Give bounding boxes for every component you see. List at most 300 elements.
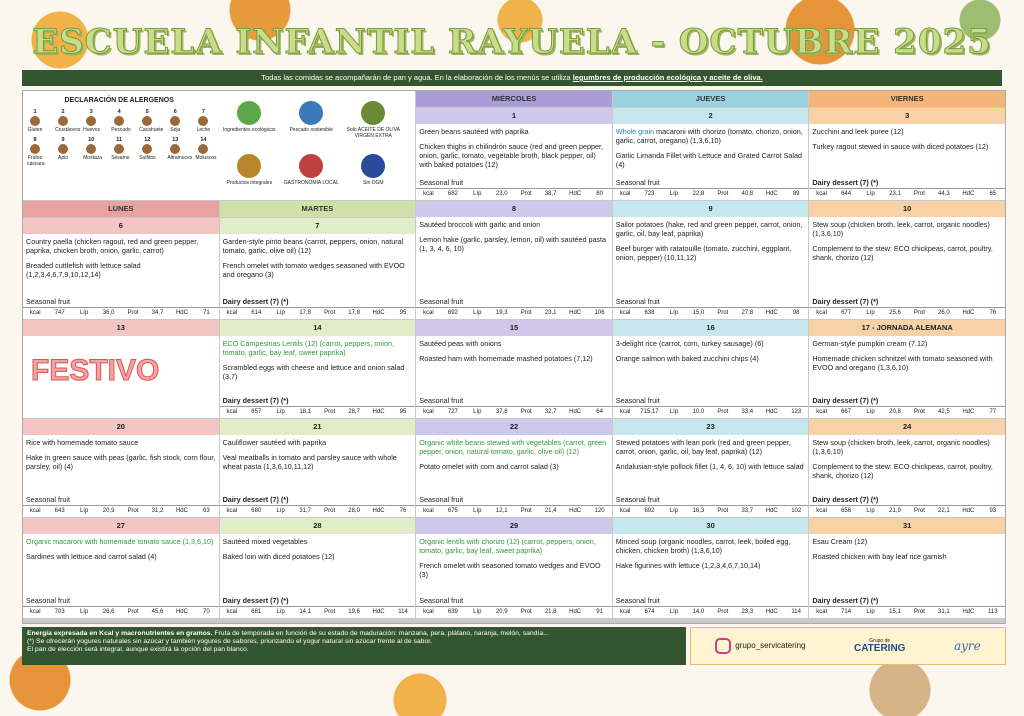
nutrition-value: 98 xyxy=(792,310,800,316)
catering-logo-text: CATERING xyxy=(853,642,906,654)
quality-logo xyxy=(220,101,278,150)
nutrition-label: kcal xyxy=(423,508,434,514)
nutrition-value: 120 xyxy=(594,508,605,514)
nutrition-row xyxy=(416,188,612,200)
nutrition-value: 692 xyxy=(447,310,458,316)
day-menu xyxy=(613,217,809,262)
nutrition-label: Líp xyxy=(473,508,482,514)
nutrition-label: Prot xyxy=(127,310,139,316)
dish-first: Stewed potatoes with lean pork (red and green pepper, carrot, onion, garlic, oil, bay leaf, paprika) (12) xyxy=(615,438,791,456)
nutrition-value: 23,0 xyxy=(495,191,508,197)
nutrition-value: 17,8 xyxy=(348,310,360,316)
nutrition-label: HdC xyxy=(569,508,582,514)
allergen-label: Sésamo xyxy=(111,154,130,161)
nutrition-row xyxy=(416,406,612,418)
allergen-icon xyxy=(170,116,180,126)
nutrition-label: HdC xyxy=(962,609,975,615)
allergen-icon xyxy=(114,116,124,126)
nutrition-label: HdC xyxy=(765,310,778,316)
seasonal-fruit: Seasonal fruit xyxy=(419,396,464,405)
dish-first: Sautéed mixed vegetables xyxy=(222,537,308,546)
nutrition-value: 20,9 xyxy=(102,508,115,514)
nutrition-value: 91 xyxy=(596,609,603,615)
nutrition-label: HdC xyxy=(765,409,778,415)
nutrition-label: HdC xyxy=(175,310,188,316)
nutrition-label: kcal xyxy=(816,609,827,615)
day-cell-27 xyxy=(23,518,219,618)
nutrition-label: HdC xyxy=(765,191,778,197)
badge-icon xyxy=(237,154,261,178)
dish-first: Stew soup (chicken broth, leek, carrot, organic noodles) (1,3,6,10) xyxy=(812,438,990,456)
dish-second: Chicken thighs in chilindrón sauce (red and green pepper, onion, garlic, tomato, vegetable broth, black pepper, oil) with baked potatoes (12) xyxy=(419,142,603,169)
allergen-icon xyxy=(30,116,40,126)
allergen-label: Sulfitos xyxy=(139,154,156,161)
seasonal-fruit: Seasonal fruit xyxy=(615,297,660,306)
brand-bar xyxy=(690,627,1006,665)
dish-second: Potato omelet with corn and carrot salad (3) xyxy=(419,462,559,471)
allergen-number: 7 xyxy=(201,108,205,115)
nutrition-label: kcal xyxy=(816,508,827,514)
allergen-icon xyxy=(114,144,124,154)
quality-logo xyxy=(220,154,278,196)
nutrition-label: Líp xyxy=(473,310,482,316)
day-cell-23 xyxy=(613,419,809,517)
nutrition-value: 16,3 xyxy=(692,508,705,514)
seasonal-fruit: Seasonal fruit xyxy=(615,178,660,187)
nutrition-value: 22,8 xyxy=(692,191,705,197)
day-number: 23 xyxy=(613,419,809,435)
nutrition-value: 95 xyxy=(399,409,407,415)
nutrition-value: 682 xyxy=(447,191,458,197)
allergen-number: 6 xyxy=(173,108,177,115)
nutrition-row xyxy=(613,406,809,418)
dish-second: Complement to the stew: ECO chickpeas, carrot, poultry, shank, chorizo (12) xyxy=(812,462,993,480)
badge-icon xyxy=(361,101,385,125)
dairy-dessert: Dairy dessert (7) (*) xyxy=(222,297,289,306)
nutrition-row xyxy=(220,505,416,517)
nutrition-value: 614 xyxy=(251,310,262,316)
instagram-icon xyxy=(715,638,731,654)
nutrition-label: Líp xyxy=(669,310,679,316)
day-number: 9 xyxy=(613,201,809,217)
allergen-label: Soja xyxy=(170,126,181,133)
nutrition-value: 23,1 xyxy=(889,191,901,197)
nutrition-row xyxy=(809,606,1005,618)
day-menu xyxy=(416,336,612,363)
allergen-label: Mostaza xyxy=(83,154,103,161)
nutrition-value: 22,1 xyxy=(938,508,950,514)
nutrition-label: Prot xyxy=(913,310,925,316)
nutrition-value: 33,4 xyxy=(741,409,754,415)
nutrition-label: Prot xyxy=(913,609,925,615)
quality-logo xyxy=(344,101,402,150)
allergen-number: 10 xyxy=(88,136,95,143)
nutrition-label: Líp xyxy=(866,609,875,615)
nutrition-value: 71 xyxy=(203,310,210,316)
nutrition-value: 26,0 xyxy=(938,310,950,316)
day-number: 15 xyxy=(416,320,612,336)
seasonal-fruit: Seasonal fruit xyxy=(26,596,70,605)
nutrition-label: HdC xyxy=(372,609,385,615)
nutrition-value: 21,8 xyxy=(544,609,557,615)
nutrition-value: 10,0 xyxy=(692,409,705,415)
allergen-item xyxy=(55,108,81,133)
nutrition-value: 677 xyxy=(841,310,852,316)
allergen-label: Leche xyxy=(196,126,211,133)
allergen-item xyxy=(83,109,99,133)
day-number: 30 xyxy=(613,518,809,534)
dish-first-organic: Organic lentils with chorizo (12) (carrot, peppers, onion, tomato, garlic, bay leaf, sweet paprika) xyxy=(419,537,596,555)
nutrition-label: Prot xyxy=(520,409,532,415)
day-menu xyxy=(613,336,809,363)
dish-first: Rice with homemade tomato sauce xyxy=(26,438,139,447)
nutrition-label: Líp xyxy=(669,609,679,615)
nutrition-row xyxy=(613,505,809,517)
day-menu xyxy=(23,234,219,279)
allergen-label: Frutos cáscara xyxy=(27,154,45,167)
header-friday: VIERNES xyxy=(809,91,1005,107)
holiday-label: FESTIVO xyxy=(31,354,160,387)
nutrition-label: Prot xyxy=(520,310,532,316)
quality-logo-label: Productos integrales xyxy=(226,179,273,186)
dish-second: Hake figurines with lettuce (1,2,3,4,6,7,10,14) xyxy=(615,561,761,570)
nutrition-label: Líp xyxy=(79,310,89,316)
dish-first: Country paella (chicken ragout, red and green pepper, paprika, chicken broth, onion, garlic, carrot) xyxy=(26,237,199,255)
day-number: 8 xyxy=(416,201,612,217)
nutrition-label: kcal xyxy=(29,508,41,514)
day-number: 10 xyxy=(809,201,1005,217)
nutrition-label: kcal xyxy=(619,409,631,415)
dish-second: Orange salmon with baked zucchini chips (4) xyxy=(615,354,759,363)
quality-logo xyxy=(282,101,340,150)
day-cell-13 xyxy=(23,320,219,418)
seasonal-fruit: Seasonal fruit xyxy=(419,596,464,605)
nutrition-value: 23,1 xyxy=(544,310,557,316)
allergen-item xyxy=(139,137,155,167)
info-banner xyxy=(22,70,1002,86)
nutrition-value: 64 xyxy=(596,409,603,415)
allergen-label: Crustáceos xyxy=(55,126,81,133)
nutrition-value: 667 xyxy=(841,409,852,415)
allergen-icon xyxy=(170,144,180,154)
nutrition-value: 14,1 xyxy=(299,609,312,615)
allergen-number: 12 xyxy=(144,136,151,143)
nutrition-label: Líp xyxy=(669,508,679,514)
nutrition-row xyxy=(416,505,612,517)
nutrition-value: 45,6 xyxy=(151,609,164,615)
nutrition-row xyxy=(809,505,1005,517)
nutrition-label: Prot xyxy=(324,508,336,514)
day-number: 31 xyxy=(809,518,1005,534)
nutrition-row xyxy=(809,307,1005,319)
nutrition-value: 63 xyxy=(203,508,210,514)
day-menu xyxy=(23,435,219,471)
nutrition-value: 33,7 xyxy=(741,508,754,514)
nutrition-value: 675 xyxy=(447,508,458,514)
nutrition-value: 114 xyxy=(398,609,408,615)
day-menu xyxy=(613,534,809,570)
nutrition-value: 714 xyxy=(841,609,852,615)
seasonal-fruit: Seasonal fruit xyxy=(615,495,660,504)
nutrition-label: Prot xyxy=(520,609,532,615)
nutrition-value: 15,0 xyxy=(692,310,705,316)
dish-first: Sautéed broccoli with garlic and onion xyxy=(419,220,541,229)
day-menu xyxy=(809,336,1005,372)
nutrition-label: Prot xyxy=(717,609,729,615)
day-number: 13 xyxy=(23,320,219,336)
allergen-number: 8 xyxy=(33,136,37,143)
day-menu xyxy=(416,217,612,253)
nutrition-value: 680 xyxy=(251,508,262,514)
day-number: 7 xyxy=(220,218,416,234)
nutrition-value: 77 xyxy=(989,409,997,415)
nutrition-value: 32,7 xyxy=(544,409,557,415)
nutrition-value: 21,4 xyxy=(544,508,557,514)
dish-second: Lemon hake (garlic, parsley, lemon, oil) with sautéed pasta (1, 3, 4, 6, 10) xyxy=(419,235,607,253)
quality-logo xyxy=(344,154,402,196)
nutrition-label: Prot xyxy=(913,409,925,415)
nutrition-value: 747 xyxy=(54,310,65,316)
allergen-item xyxy=(139,108,164,133)
dish-second: Sardines with lettuce and carrot salad (4) xyxy=(26,552,157,561)
day-cell-10 xyxy=(809,201,1005,319)
nutrition-label: Líp xyxy=(276,310,285,316)
catering-logo xyxy=(854,639,905,654)
day-cell-2 xyxy=(613,108,809,200)
nutrition-value: 727 xyxy=(447,409,458,415)
dairy-dessert: Dairy dessert (7) (*) xyxy=(222,596,289,605)
allergen-number: 13 xyxy=(172,136,179,143)
nutrition-row xyxy=(613,188,809,200)
day-menu xyxy=(416,124,612,169)
allergen-label: Apio xyxy=(58,154,69,161)
day-menu xyxy=(416,435,612,471)
allergen-item xyxy=(55,137,71,167)
nutrition-value: 93 xyxy=(989,508,997,514)
header-wednesday: MIÉRCOLES xyxy=(416,91,612,107)
allergen-item xyxy=(27,109,43,133)
nutrition-label: Líp xyxy=(276,409,285,415)
allergen-item xyxy=(111,108,131,133)
day-number: 3 xyxy=(809,108,1005,124)
nutrition-value: 692 xyxy=(644,508,655,514)
day-number: 17 - JORNADA ALEMANA xyxy=(809,320,1005,336)
footer-notes xyxy=(22,627,686,665)
day-menu xyxy=(613,124,809,169)
nutrition-row xyxy=(220,406,416,418)
nutrition-label: kcal xyxy=(423,191,434,197)
dairy-dessert: Dairy dessert (7) (*) xyxy=(812,297,879,306)
nutrition-value: 25,6 xyxy=(889,310,901,316)
catering-logo-top: Grupo de xyxy=(869,637,891,644)
allergen-item xyxy=(195,109,211,133)
nutrition-row xyxy=(23,505,219,517)
nutrition-value: 703 xyxy=(54,609,65,615)
badge-icon xyxy=(361,154,385,178)
nutrition-label: HdC xyxy=(569,409,582,415)
nutrition-row xyxy=(809,406,1005,418)
allergen-icon xyxy=(86,144,96,154)
nutrition-label: Líp xyxy=(79,609,89,615)
day-cell-3 xyxy=(809,108,1005,200)
nutrition-value: 20,9 xyxy=(495,609,508,615)
nutrition-value: 20,8 xyxy=(889,409,901,415)
nutrition-label: Prot xyxy=(717,310,729,316)
day-cell-20 xyxy=(23,419,219,517)
day-cell-30 xyxy=(613,518,809,618)
nutrition-row xyxy=(220,307,416,319)
dairy-dessert: Dairy dessert (7) (*) xyxy=(812,178,879,187)
nutrition-label: Prot xyxy=(913,508,925,514)
nutrition-label: Líp xyxy=(866,508,875,514)
dish-second: Garlic Limanda Fillet with Lettuce and Grated Carrot Salad (4) xyxy=(615,151,802,169)
day-menu xyxy=(23,534,219,561)
allergen-item xyxy=(167,136,193,167)
nutrition-label: HdC xyxy=(765,508,778,514)
nutrition-label: Líp xyxy=(866,191,875,197)
nutrition-value: 23,3 xyxy=(741,609,754,615)
nutrition-value: 38,7 xyxy=(544,191,557,197)
dairy-dessert: Dairy dessert (7) (*) xyxy=(812,396,879,405)
dish-second: Baked loin with diced potatoes (12) xyxy=(222,552,335,561)
nutrition-value: 40,8 xyxy=(741,191,754,197)
day-number: 21 xyxy=(220,419,416,435)
quality-logo xyxy=(282,154,340,196)
day-number: 20 xyxy=(23,419,219,435)
nutrition-value: 34,7 xyxy=(151,310,164,316)
day-cell-21 xyxy=(220,419,416,517)
nutrition-label: HdC xyxy=(372,310,385,316)
day-menu xyxy=(220,234,416,279)
day-number: 22 xyxy=(416,419,612,435)
nutrition-label: Prot xyxy=(127,508,139,514)
banner-text: Todas las comidas se acompañarán de pan y agua. En la elaboración de los menús se utiliza xyxy=(261,73,571,82)
nutrition-label: kcal xyxy=(226,310,238,316)
nutrition-value: 27,8 xyxy=(741,310,754,316)
dairy-dessert: Dairy dessert (7) (*) xyxy=(222,396,289,405)
dairy-dessert: Dairy dessert (7) (*) xyxy=(222,495,289,504)
day-menu xyxy=(613,435,809,471)
day-cell-6 xyxy=(23,218,219,319)
nutrition-value: 70 xyxy=(203,609,210,615)
day-cell-22 xyxy=(416,419,612,517)
nutrition-label: HdC xyxy=(765,609,778,615)
nutrition-value: 681 xyxy=(251,609,262,615)
instagram-handle[interactable] xyxy=(715,638,805,654)
day-menu xyxy=(809,435,1005,480)
nutrition-row xyxy=(416,307,612,319)
allergen-icon xyxy=(58,116,68,126)
day-cell-8 xyxy=(416,201,612,319)
day-number: 29 xyxy=(416,518,612,534)
day-cell-31 xyxy=(809,518,1005,618)
day-number: 1 xyxy=(416,108,612,124)
nutrition-label: kcal xyxy=(816,310,827,316)
nutrition-label: kcal xyxy=(226,508,238,514)
dish-first: Green beans sautéed with paprika xyxy=(419,127,529,136)
nutrition-label: kcal xyxy=(619,508,631,514)
nutrition-value: 95 xyxy=(399,310,407,316)
day-cell-29 xyxy=(416,518,612,618)
nutrition-label: kcal xyxy=(619,191,631,197)
allergen-icon xyxy=(58,144,68,154)
nutrition-value: 15,1 xyxy=(889,609,901,615)
dish-second: Roasted ham with homemade mashed potatoes (7,12) xyxy=(419,354,593,363)
badge-icon xyxy=(299,154,323,178)
dish-first: German-style pumpkin cream (7.12) xyxy=(812,339,928,348)
nutrition-value: 113 xyxy=(988,609,998,615)
nutrition-label: Prot xyxy=(127,609,139,615)
dish-second: Andalusian-style pollock fillet (1, 4, 6, 10) with lettuce salad xyxy=(615,462,804,471)
dish-second: Veal meatballs in tomato and parsley sauce with whole wheat pasta (1,3,6,10,11,12) xyxy=(222,453,397,471)
nutrition-row xyxy=(809,188,1005,200)
dish-first: Esau Cream (12) xyxy=(812,537,868,546)
nutrition-label: Líp xyxy=(473,609,482,615)
allergen-label: Gluten xyxy=(27,126,43,133)
nutrition-value: 657 xyxy=(251,409,262,415)
menu-calendar xyxy=(22,90,1006,624)
day-cell-14 xyxy=(220,320,416,418)
day-menu xyxy=(416,534,612,579)
day-menu xyxy=(220,435,416,471)
allergen-number: 5 xyxy=(145,108,149,115)
nutrition-value: 89 xyxy=(792,191,800,197)
nutrition-value: 715,17 xyxy=(640,409,659,415)
nutrition-label: Líp xyxy=(669,409,679,415)
nutrition-label: Prot xyxy=(717,508,729,514)
day-number: 2 xyxy=(613,108,809,124)
day-cell-17 xyxy=(809,320,1005,418)
nutrition-label: Prot xyxy=(324,310,336,316)
nutrition-value: 19,3 xyxy=(495,310,508,316)
nutrition-label: Líp xyxy=(473,191,482,197)
dish-second: Turkey ragout stewed in sauce with diced potatoes (12) xyxy=(812,142,989,151)
dish-second: Scrambled eggs with cheese and lettuce and onion salad (3,7) xyxy=(222,363,405,381)
day-cell-1 xyxy=(416,108,612,200)
nutrition-label: Prot xyxy=(520,508,532,514)
allergen-icon xyxy=(142,144,152,154)
dish-first-organic: Organic macaroni with homemade tomato sauce (1,3,6,10) xyxy=(26,537,214,546)
nutrition-value: 638 xyxy=(644,310,655,316)
nutrition-label: HdC xyxy=(962,310,975,316)
allergen-label: Pescado xyxy=(111,126,131,133)
nutrition-label: HdC xyxy=(175,508,188,514)
nutrition-label: Líp xyxy=(79,508,89,514)
day-menu xyxy=(809,534,1005,561)
nutrition-value: 80 xyxy=(596,191,603,197)
day-number: 6 xyxy=(23,218,219,234)
badge-icon xyxy=(237,101,261,125)
dish-second: Beef burger with ratatouille (tomato, zucchini, eggplant, onion, pepper) (10,11,12) xyxy=(615,244,792,262)
dish-first: 3-delight rice (carrot, corn, turkey sausage) (6) xyxy=(615,339,764,348)
seasonal-fruit: Seasonal fruit xyxy=(419,297,464,306)
day-cell-28 xyxy=(220,518,416,618)
footer-energy-note: Energía expresada en Kcal y macronutrientes en gramos. xyxy=(27,630,213,637)
nutrition-value: 114 xyxy=(791,609,801,615)
allergen-label: Cacahuete xyxy=(139,126,164,133)
allergen-item xyxy=(83,136,103,167)
nutrition-value: 21,9 xyxy=(889,508,901,514)
nutrition-label: HdC xyxy=(569,191,582,197)
dish-second: Roasted chicken with bay leaf rice garnish xyxy=(812,552,947,561)
nutrition-label: kcal xyxy=(816,191,827,197)
dish-second: Complement to the stew: ECO chickpeas, carrot, poultry, shank, chorizo (12) xyxy=(812,244,993,262)
nutrition-label: Prot xyxy=(324,409,336,415)
allergen-item xyxy=(167,109,183,133)
nutrition-label: Líp xyxy=(276,609,285,615)
nutrition-label: HdC xyxy=(569,310,582,316)
header-thursday: JUEVES xyxy=(613,91,809,107)
